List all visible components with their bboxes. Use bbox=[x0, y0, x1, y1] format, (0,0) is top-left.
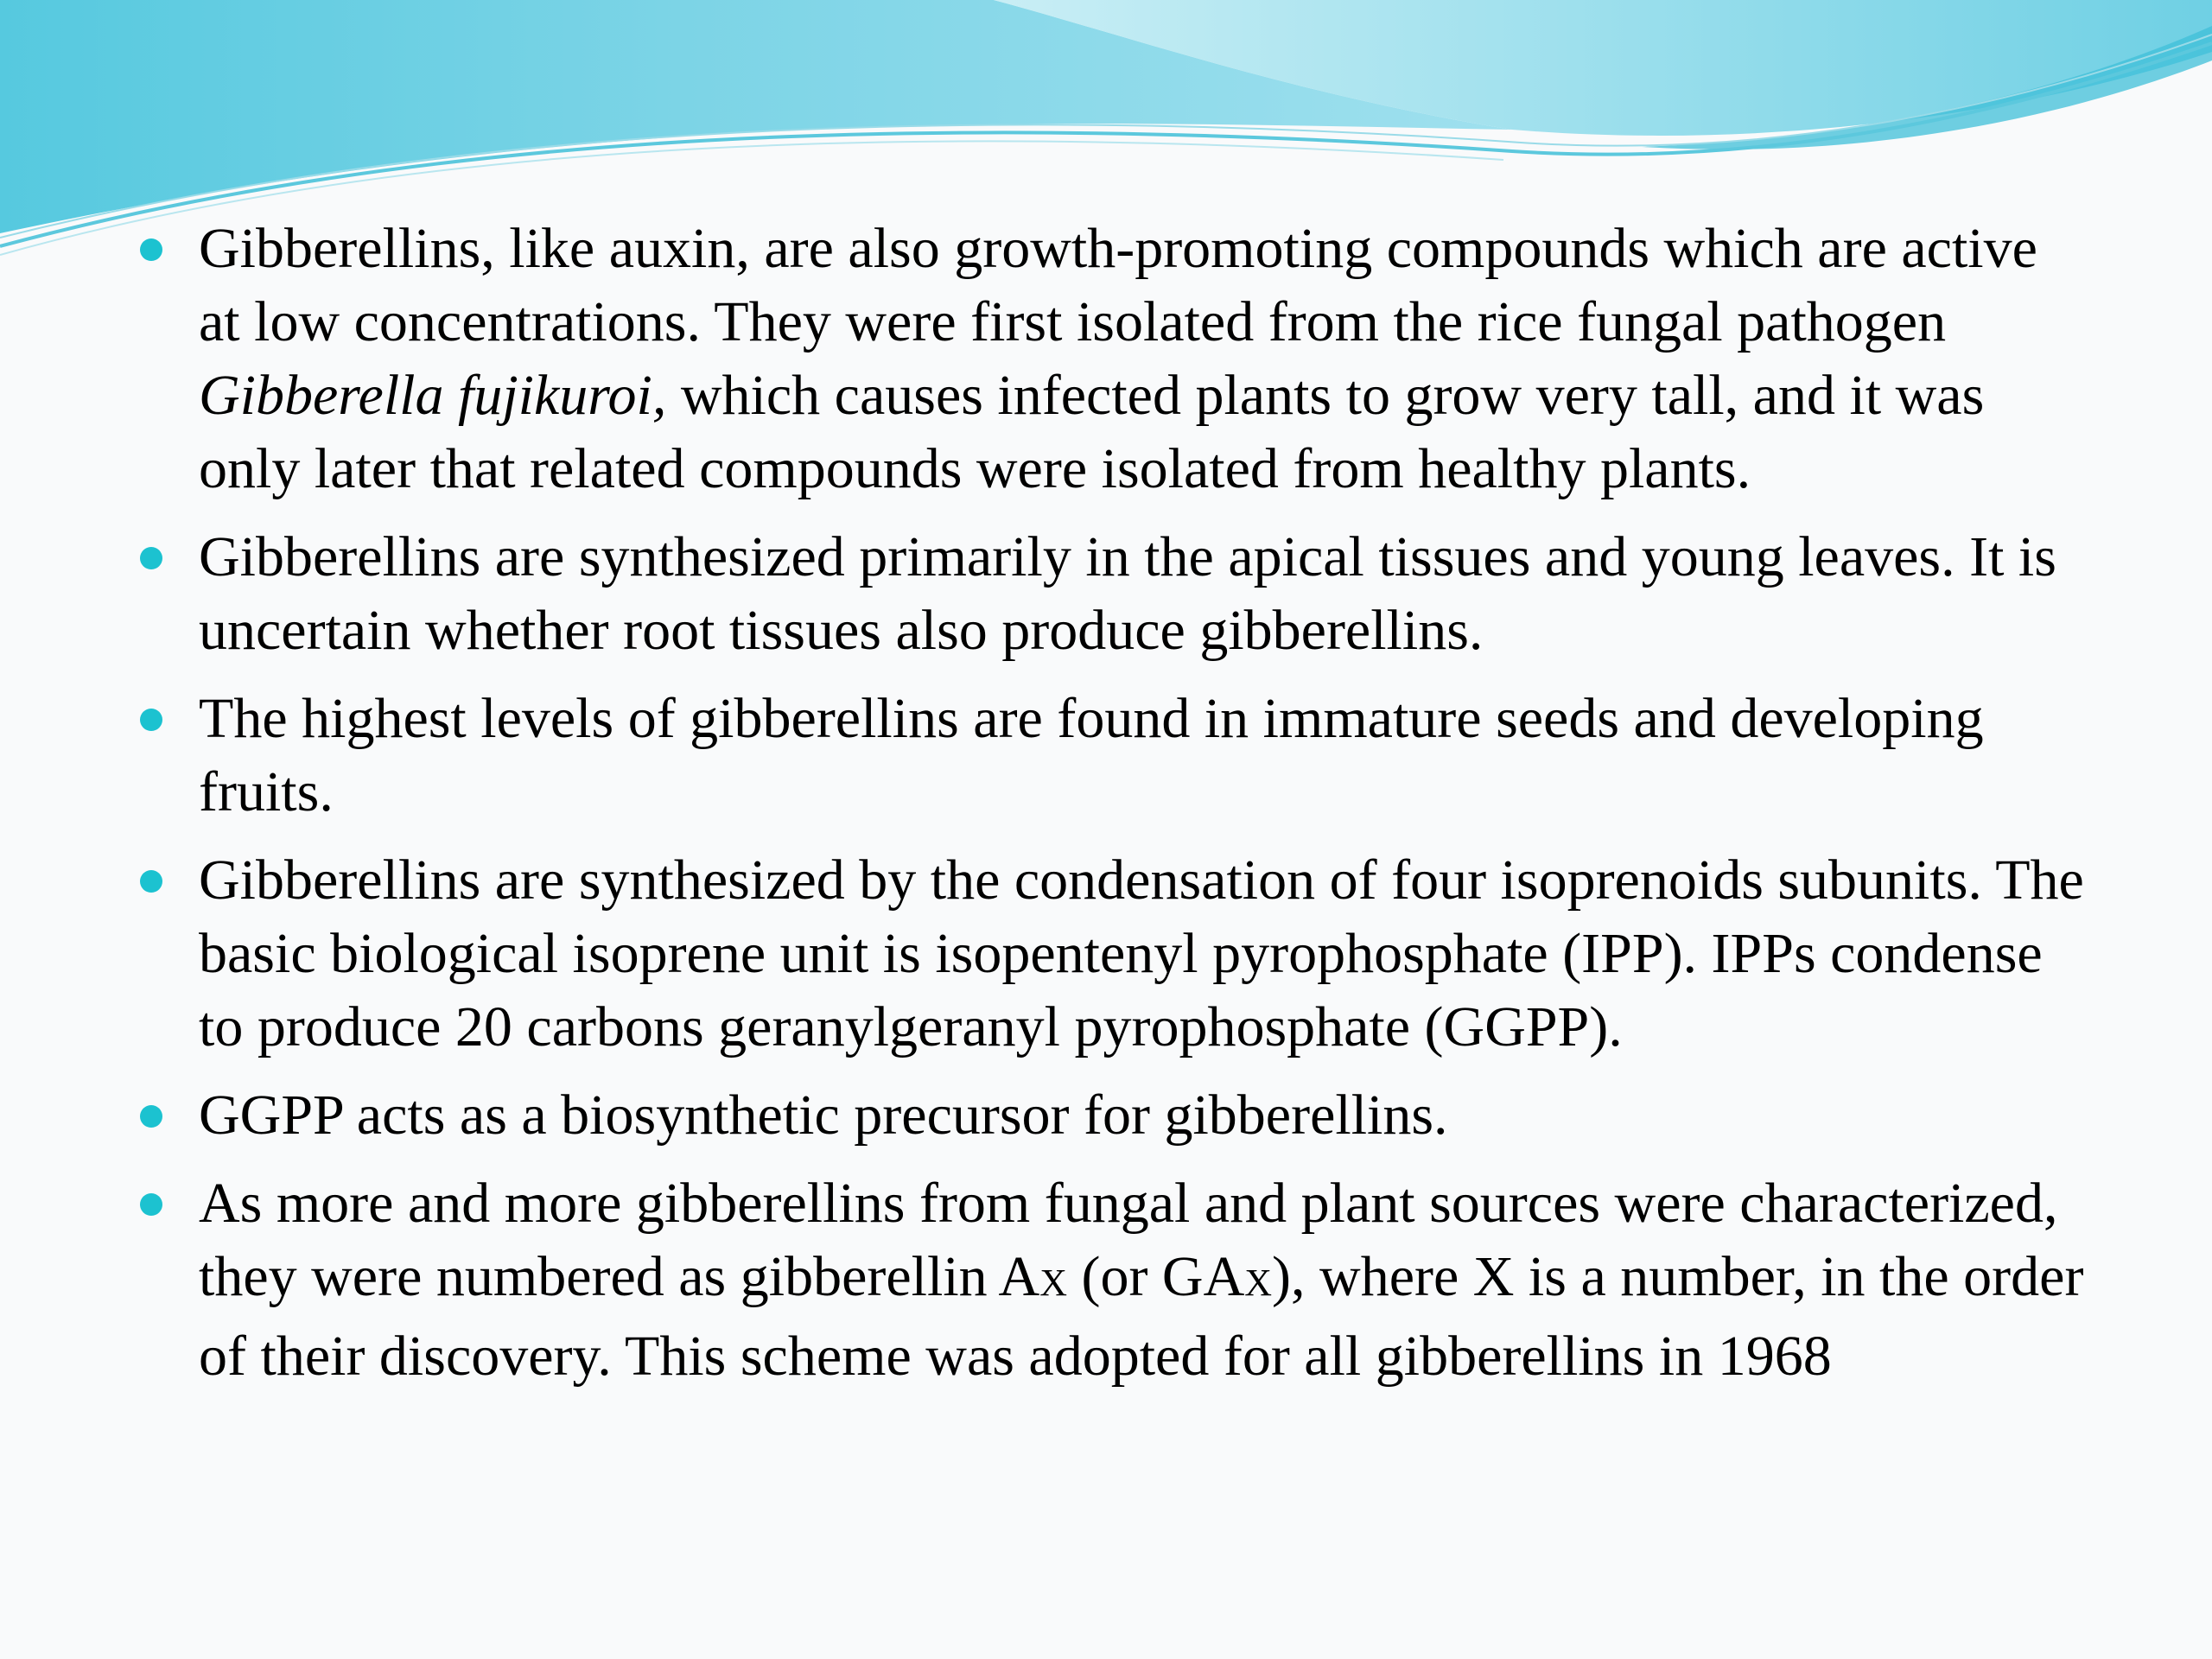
bullet-dot-icon bbox=[140, 709, 162, 731]
bullet-text: As more and more gibberellins from fungal and plant sources were characterized, they were numbered as gibberellin A bbox=[199, 1172, 2058, 1308]
bullet-item bbox=[138, 682, 2091, 829]
bullet-item bbox=[138, 1078, 2091, 1152]
subscript-x: X bbox=[1244, 1262, 1273, 1304]
bullet-list bbox=[138, 212, 2091, 1393]
bullet-dot-icon bbox=[140, 870, 162, 893]
bullet-dot-icon bbox=[140, 547, 162, 569]
species-name: Gibberella fujikuroi, bbox=[199, 364, 667, 427]
bullet-text: Gibberellins are synthesized by the condensation of four isoprenoids subunits. The basic biological isoprene unit is isopentenyl pyrophosphate (IPP). IPPs condense to produce 20 carbons geranylgeranyl pyrophosphate (GGPP). bbox=[199, 849, 2084, 1058]
bullet-dot-icon bbox=[140, 238, 162, 261]
bullet-item bbox=[138, 1166, 2091, 1393]
bullet-text-end: ), where X is a number, in the order of their discovery. This scheme was adopted for all gibberellins in 1968 bbox=[199, 1245, 2084, 1388]
bullet-item bbox=[138, 212, 2091, 505]
bullet-text-continued: (or GA bbox=[1066, 1245, 1245, 1308]
bullet-text: Gibberellins, like auxin, are also growth-promoting compounds which are active at low concentrations. They were first isolated from the rice fungal pathogen bbox=[199, 217, 2037, 353]
bullet-text: The highest levels of gibberellins are found in immature seeds and developing fruits. bbox=[199, 687, 1984, 823]
subscript-x: X bbox=[1039, 1262, 1067, 1304]
bullet-text: GGPP acts as a biosynthetic precursor for gibberellins. bbox=[199, 1084, 1448, 1147]
bullet-dot-icon bbox=[140, 1105, 162, 1128]
bullet-text: Gibberellins are synthesized primarily in the apical tissues and young leaves. It is uncertain whether root tissues also produce gibberellins. bbox=[199, 525, 2056, 662]
bullet-item bbox=[138, 520, 2091, 667]
slide-body bbox=[138, 212, 2091, 1408]
bullet-item bbox=[138, 843, 2091, 1064]
bullet-dot-icon bbox=[140, 1193, 162, 1216]
bullet-text-continued: which causes infected plants to grow very tall, and it was only later that related compounds were isolated from healthy plants. bbox=[199, 364, 1985, 500]
